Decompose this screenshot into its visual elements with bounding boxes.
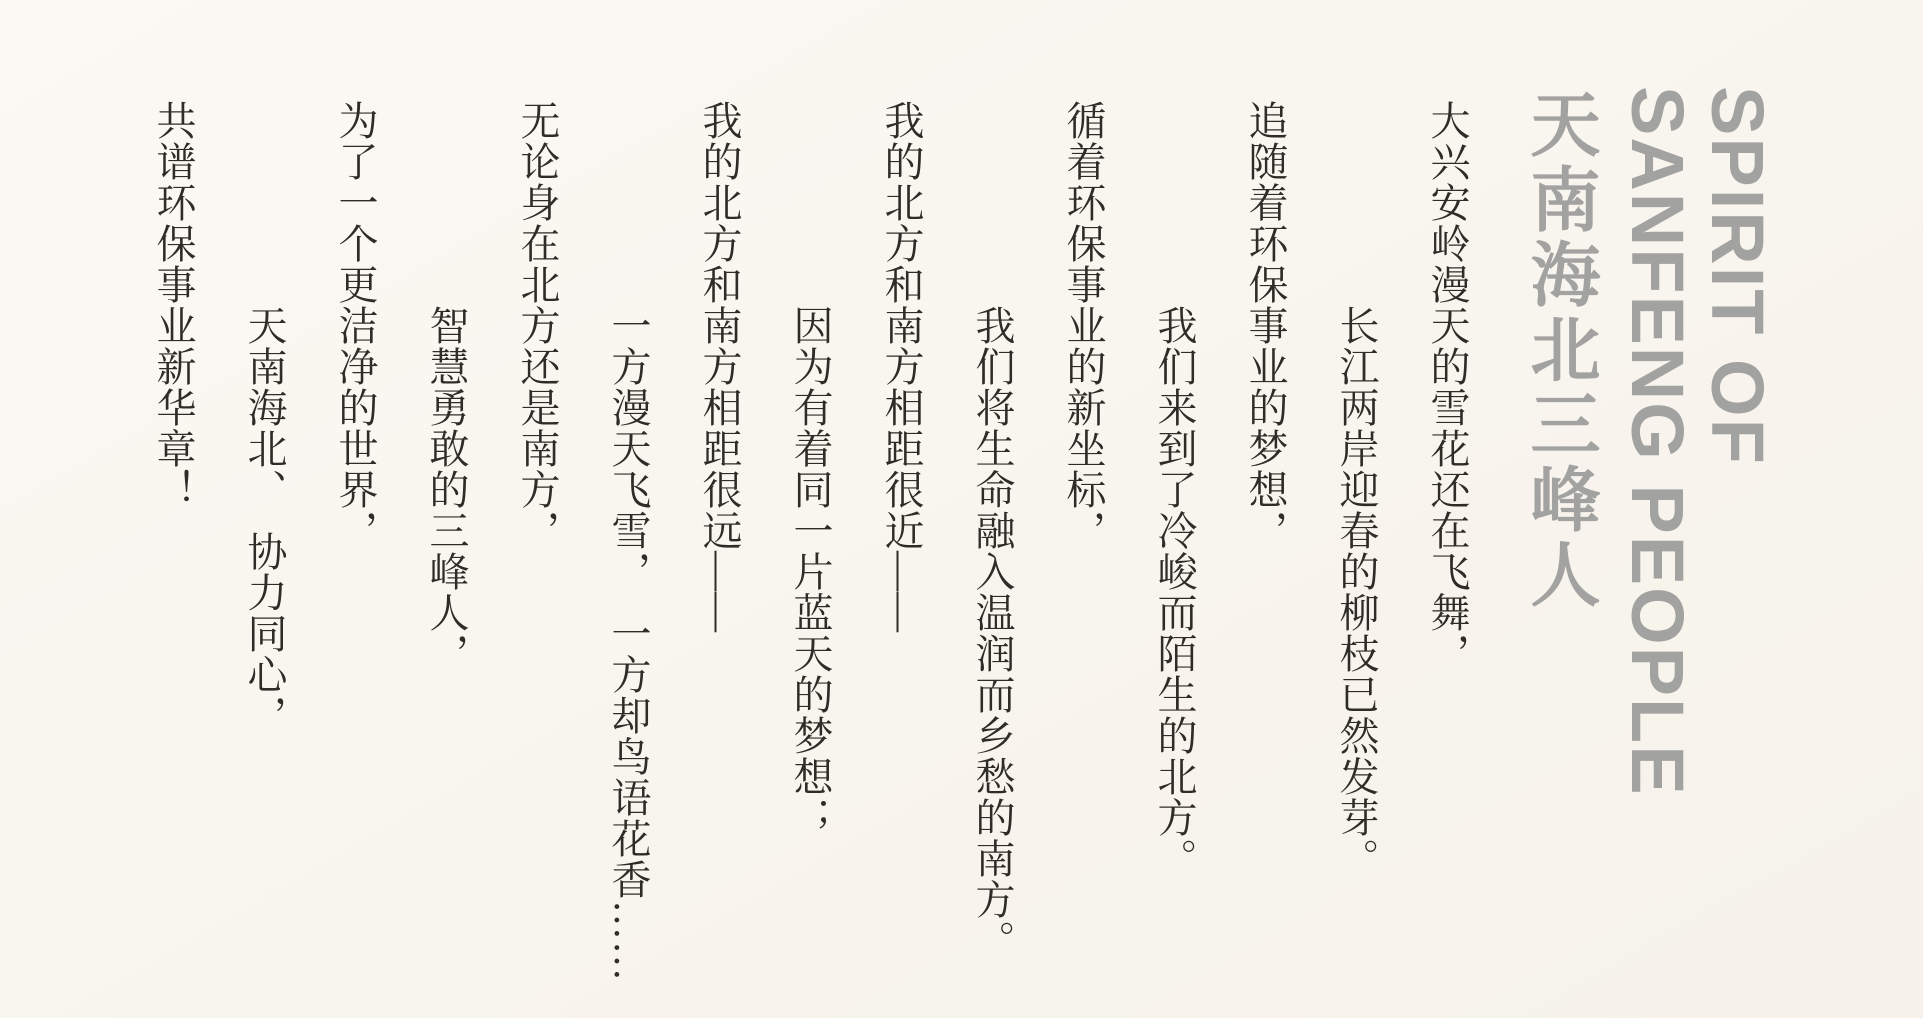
chinese-title: 天南海北三峰人 (1521, 88, 1599, 613)
poem-line: 智慧勇敢的三峰人， (424, 305, 469, 674)
poem-line: 共谱环保事业新华章！ (151, 100, 196, 510)
poem-line: 因为有着同一片蓝天的梦想； (788, 305, 833, 838)
english-title-line2: SANFENG PEOPLE (1616, 86, 1699, 797)
poem-line: 一方漫天飞雪， 一方却鸟语花香…… (606, 305, 651, 982)
poem-line: 我们来到了冷峻而陌生的北方。 (1152, 305, 1197, 879)
poem-line: 我们将生命融入温润而乡愁的南方。 (970, 305, 1015, 961)
poem-line: 我的北方和南方相距很近—— (879, 100, 924, 633)
poem-line: 大兴安岭漫天的雪花还在飞舞， (1425, 100, 1470, 674)
poem-line: 无论身在北方还是南方， (515, 100, 560, 551)
poem-line: 循着环保事业的新坐标， (1061, 100, 1106, 551)
poem-line: 我的北方和南方相距很远—— (697, 100, 742, 633)
poem-line: 长江两岸迎春的柳枝已然发芽。 (1334, 305, 1379, 879)
poem-line: 天南海北、 协力同心， (242, 305, 287, 736)
english-title-line1: SPIRIT OF (1696, 86, 1779, 466)
poem-line: 为了一个更洁净的世界， (333, 100, 378, 551)
poem-body (128, 100, 1493, 982)
english-title (1617, 86, 1777, 797)
poem-line: 追随着环保事业的梦想， (1243, 100, 1288, 551)
